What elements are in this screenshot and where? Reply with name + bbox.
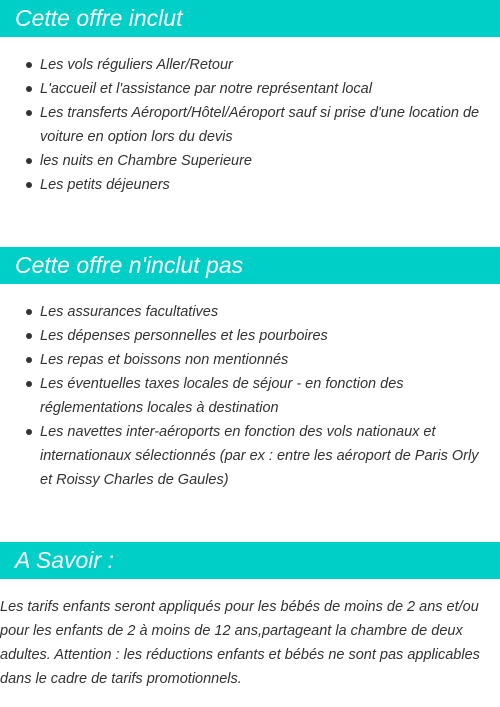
section-title-ninclut-pas: Cette offre n'inclut pas: [0, 247, 500, 284]
list-item: les nuits en Chambre Superieure: [0, 149, 500, 173]
section-title-inclut: Cette offre inclut: [0, 0, 500, 37]
list-item: Les éventuelles taxes locales de séjour - en fonction des réglementations locales à destination: [0, 372, 500, 420]
a-savoir-text: Les tarifs enfants seront appliqués pour les bébés de moins de 2 ans et/ou pour les enfants de 2 à moins de 12 ans,partageant la chambre de deux adultes. Attention : les réductions enfants et bébés ne sont pas applicables dans le cadre de tarifs promotionnels.: [0, 599, 480, 687]
list-item: Les assurances facultatives: [0, 300, 500, 324]
list-item: Les dépenses personnelles et les pourboires: [0, 324, 500, 348]
list-item: Les petits déjeuners: [0, 173, 500, 197]
list-item: L'accueil et l'assistance par notre représentant local: [0, 77, 500, 101]
list-item: Les navettes inter-aéroports en fonction des vols nationaux et internationaux sélectionnés (par ex : entre les aéroport de Paris Orly et Roissy Charles de Gaules): [0, 420, 500, 492]
section-title-a-savoir: A Savoir :: [0, 542, 500, 579]
list-item: Les vols réguliers Aller/Retour: [0, 53, 500, 77]
list-item: Les transferts Aéroport/Hôtel/Aéroport sauf si prise d'une location de voiture en option lors du devis: [0, 101, 500, 149]
ninclut-pas-list: [0, 300, 500, 492]
list-item: Les repas et boissons non mentionnés: [0, 348, 500, 372]
inclut-list: [0, 53, 500, 197]
